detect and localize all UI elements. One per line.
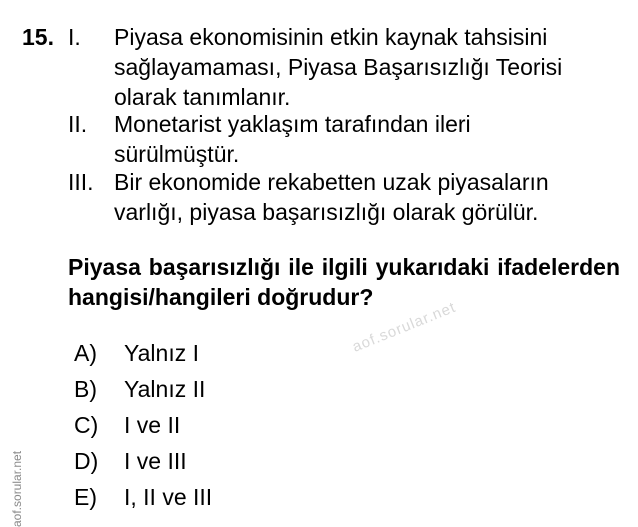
- option-b-letter: B): [74, 376, 97, 402]
- option-d[interactable]: [74, 443, 212, 479]
- option-e-text: I, II ve III: [124, 484, 213, 510]
- option-d-letter: D): [74, 448, 99, 474]
- statement-3-line: Bir ekonomide rekabetten uzak piyasaların: [114, 169, 549, 195]
- statement-2-numeral: II.: [68, 111, 88, 137]
- statement-2-text: [114, 109, 620, 169]
- statement-1-line: sağlayamaması, Piyasa Başarısızlığı Teorisi: [114, 54, 563, 80]
- statement-1-numeral: I.: [68, 24, 81, 50]
- statement-3: [68, 167, 620, 227]
- watermark-center: aof.sorular.net: [350, 298, 459, 356]
- statement-2-line: sürülmüştür.: [114, 141, 240, 167]
- option-e[interactable]: [74, 479, 212, 515]
- option-c-letter: C): [74, 412, 99, 438]
- watermark-side: aof.sorular.net: [10, 450, 24, 527]
- statement-1-line: Piyasa ekonomisinin etkin kaynak tahsisini: [114, 24, 548, 50]
- option-e-letter: E): [74, 484, 97, 510]
- statement-3-line: varlığı, piyasa başarısızlığı olarak görülür.: [114, 199, 539, 225]
- option-b[interactable]: [74, 371, 212, 407]
- statement-3-text: [114, 167, 620, 227]
- option-c-text: I ve II: [124, 412, 181, 438]
- statement-2: [68, 109, 620, 169]
- statement-1: [68, 22, 620, 112]
- option-a-letter: A): [74, 340, 97, 366]
- answer-options: [74, 335, 212, 515]
- statement-3-numeral: III.: [68, 169, 94, 195]
- option-b-text: Yalnız II: [124, 376, 206, 402]
- question-number: 15.: [22, 24, 54, 50]
- statement-2-line: Monetarist yaklaşım tarafından ileri: [114, 111, 471, 137]
- statement-1-text: [114, 22, 620, 112]
- option-a[interactable]: [74, 335, 212, 371]
- option-a-text: Yalnız I: [124, 340, 199, 366]
- option-c[interactable]: [74, 407, 212, 443]
- statement-1-line: olarak tanımlanır.: [114, 84, 291, 110]
- question-prompt: Piyasa başarısızlığı ile ilgili yukarıdaki ifadelerden hangisi/hangileri doğrudur?: [68, 254, 620, 310]
- option-d-text: I ve III: [124, 448, 187, 474]
